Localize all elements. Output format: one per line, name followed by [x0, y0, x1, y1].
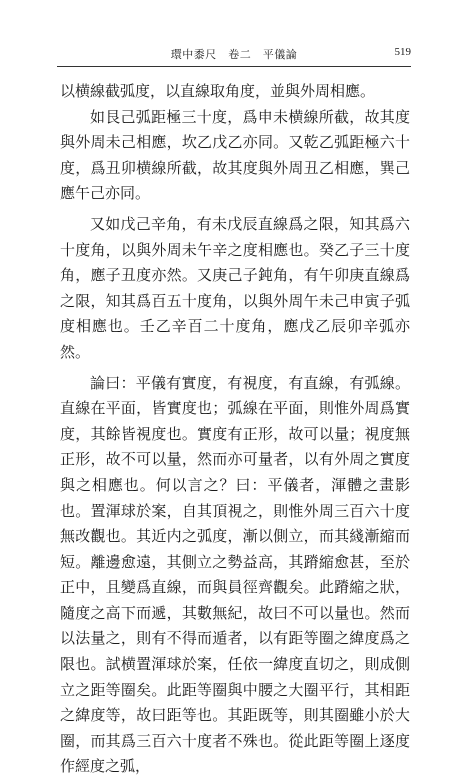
paragraph: 如艮己弧距極三十度，爲申未横線所截，故其度與外周未己相應，坎乙戊乙亦同。又乾乙弧距極六十度，爲丑卯横線所截，故其度與外周丑乙相應，巽己應午己亦同。 — [60, 107, 410, 203]
running-header — [57, 44, 411, 67]
paragraph: 論曰：平儀有實度，有視度，有直線，有弧線。直線在平面，皆實度也；弧線在平面，則惟外周爲實度，其餘皆視度也。實度有正形，故可以量；視度無正形，故不可以量，然而亦可量者，以有外周之實度與之相應也。何以言之？曰：平儀者，渾體之畫影也。置渾球於案，自其頂視之，則惟外周三百六十度無改觀也。其近内之弧度，漸以側立，而其綫漸縮而短。離邊愈遠，其側立之勢益高，其蹐縮愈甚，至於正中，且變爲直線，而與員徑齊觀矣。此蹐縮之狀，隨度之高下而遞，其數無紀，故曰不可以量也。然而以法量之，則有不得而遁者，以有距等圈之緯度爲之限也。試横置渾球於案，任依一緯度直切之，則成側立之距等圈矣。此距等圈與中腰之大圈平行，其相距之緯度等，故曰距等也。其距既等，則其圈雖小於大圈，而其爲三百六十度者不殊也。從此距等圈上逐度作經度之弧， — [60, 373, 410, 776]
page-number: 519 — [394, 46, 411, 58]
running-title: 環中黍尺 卷二 平儀論 — [170, 48, 298, 61]
paragraph: 以横線截弧度，以直線取角度，並與外周相應。 — [60, 82, 376, 100]
paragraph: 又如戊己辛角，有未戊辰直線爲之限，知其爲六十度角，以與外周未午辛之度相應也。癸乙子三十度角，應子丑度亦然。又庚己子鈍角，有午卯庚直線爲之限，知其爲百五十度角，以與外周午未己申寅子弧度相應也。壬乙辛百二十度角，應戊乙辰卯辛弧亦然。 — [60, 214, 410, 361]
body-text — [60, 79, 410, 780]
